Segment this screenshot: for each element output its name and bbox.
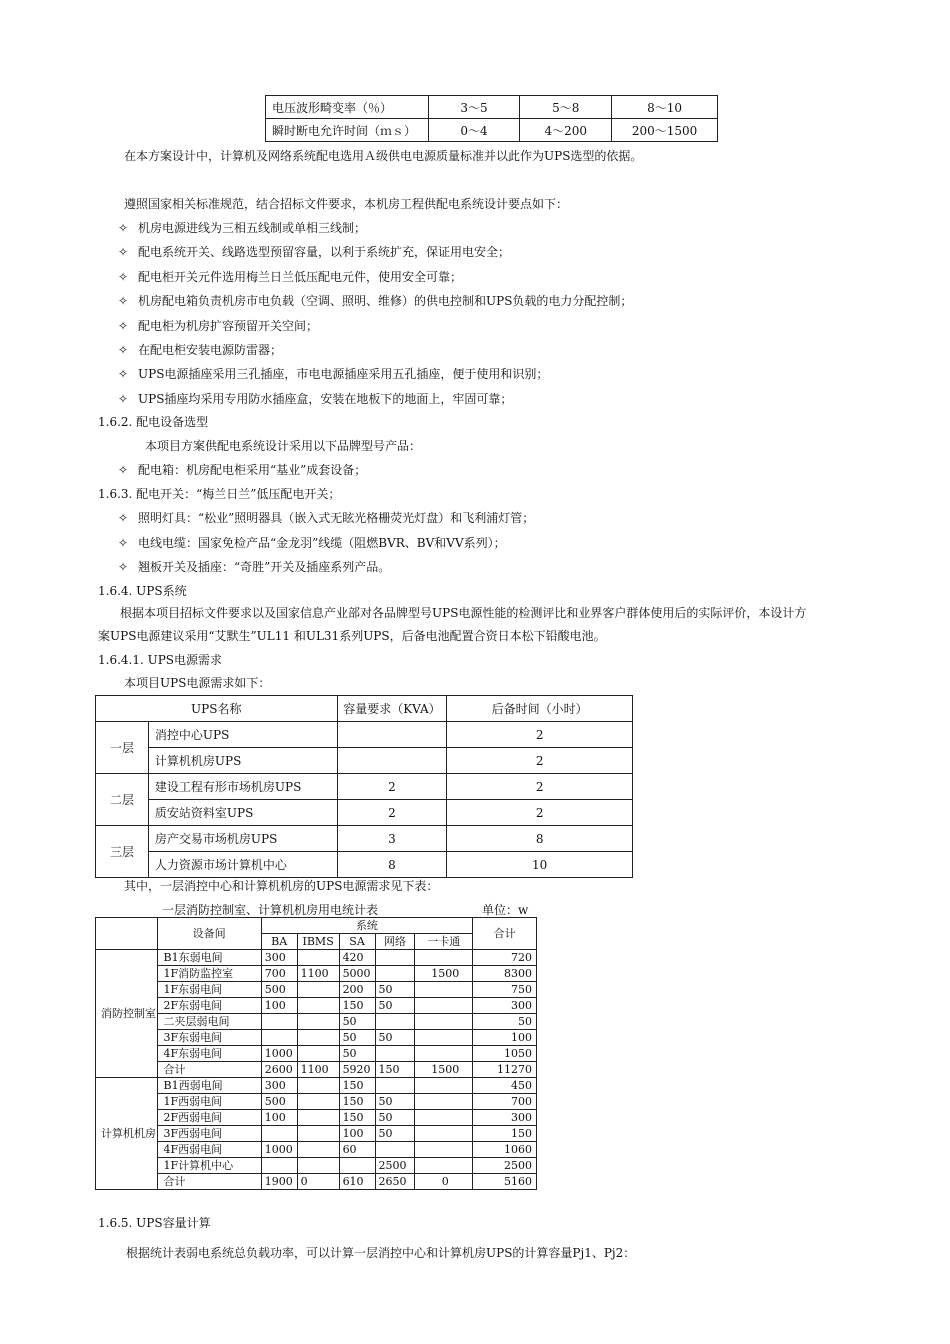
table-row xyxy=(96,1030,537,1046)
value-cell xyxy=(415,1078,473,1094)
value-cell xyxy=(375,1014,415,1030)
value-cell xyxy=(375,1046,415,1062)
table-cell: 消控中心UPS xyxy=(148,722,337,748)
total-cell: 2500 xyxy=(473,1158,537,1174)
value-cell: 50 xyxy=(339,1046,375,1062)
heading-1-6-4: 1.6.4. UPS系统 xyxy=(98,584,187,598)
total-cell: 700 xyxy=(473,1094,537,1110)
room-cell: B1东弱电间 xyxy=(157,950,261,966)
value-cell xyxy=(339,1158,375,1174)
room-cell: 3F西弱电间 xyxy=(157,1126,261,1142)
list-item: ✧ 配电系统开关、线路选型预留容量，以利于系统扩充，保证用电安全； xyxy=(118,245,511,260)
bullet-icon: ✧ xyxy=(118,367,129,382)
value-cell: 50 xyxy=(339,1014,375,1030)
value-cell: 50 xyxy=(375,1126,415,1142)
value-cell: 2650 xyxy=(375,1174,415,1190)
table-cell: 4～200 xyxy=(520,119,612,142)
value-cell xyxy=(375,950,415,966)
value-cell: 60 xyxy=(339,1142,375,1158)
value-cell xyxy=(297,998,339,1014)
value-cell xyxy=(261,1158,297,1174)
value-cell: 420 xyxy=(339,950,375,966)
floor-cell: 三层 xyxy=(96,826,149,878)
bullet-icon: ✧ xyxy=(118,391,129,406)
total-cell: 1060 xyxy=(473,1142,537,1158)
value-cell: 1000 xyxy=(261,1142,297,1158)
value-cell xyxy=(375,1142,415,1158)
table-cell: 10 xyxy=(447,852,633,878)
table-row xyxy=(96,1126,537,1142)
para-1-6-2: 本项目方案供配电系统设计采用以下品牌型号产品： xyxy=(145,439,422,453)
table-cell: 8～10 xyxy=(612,96,718,119)
column-header: 网络 xyxy=(375,934,415,950)
value-cell xyxy=(415,1142,473,1158)
value-cell xyxy=(415,1046,473,1062)
value-cell: 1100 xyxy=(297,966,339,982)
value-cell: 100 xyxy=(339,1126,375,1142)
para-1-6-5: 根据统计表弱电系统总负载功率，可以计算一层消控中心和计算机房UPS的计算容量Pj1、Pj2： xyxy=(126,1246,636,1260)
value-cell: 0 xyxy=(415,1174,473,1190)
value-cell: 500 xyxy=(261,1094,297,1110)
table-row xyxy=(96,982,537,998)
column-header: 设备间 xyxy=(157,918,261,950)
bullet-icon: ✧ xyxy=(118,318,129,333)
list-item: ✧ 配电柜为机房扩容预留开关空间； xyxy=(118,318,319,333)
value-cell: 5920 xyxy=(339,1062,375,1078)
cable-table-unit: 单位：w xyxy=(482,903,529,917)
para-ups-standard: 在本方案设计中，计算机及网络系统配电选用Ａ级供电电源质量标准并以此作为UPS选型的依据。 xyxy=(124,149,643,163)
column-header: UPS名称 xyxy=(96,696,338,722)
value-cell: 2600 xyxy=(261,1062,297,1078)
list-item: ✧ UPS插座均采用专用防水插座盒，安装在地板下的地面上，牢固可靠； xyxy=(118,391,513,406)
value-cell xyxy=(415,1030,473,1046)
room-cell: 1F计算机中心 xyxy=(157,1158,261,1174)
value-cell: 0 xyxy=(297,1174,339,1190)
table-row xyxy=(266,96,718,119)
column-header: BA xyxy=(261,934,297,950)
list-item: ✧ 在配电柜安装电源防雷器； xyxy=(118,343,283,357)
value-cell xyxy=(415,1158,473,1174)
table-cell: 2 xyxy=(447,722,633,748)
column-header: SA xyxy=(339,934,375,950)
heading-1-6-5: 1.6.5. UPS容量计算 xyxy=(98,1216,211,1230)
room-cell: B1西弱电间 xyxy=(157,1078,261,1094)
table-row xyxy=(96,1142,537,1158)
value-cell xyxy=(297,1126,339,1142)
table-row xyxy=(96,1014,537,1030)
para-1-6-4-line2: 案UPS电源建议采用“艾默生”UL11 和UL31系列UPS，后备电池配置合资日本松下铅酸电池。 xyxy=(98,629,606,643)
table-cell: 建设工程有形市场机房UPS xyxy=(148,774,337,800)
table-row xyxy=(96,1094,537,1110)
value-cell: 50 xyxy=(375,1030,415,1046)
value-cell xyxy=(297,1014,339,1030)
table-cell: 2 xyxy=(447,800,633,826)
table-row xyxy=(266,119,718,142)
total-cell: 11270 xyxy=(473,1062,537,1078)
value-cell: 50 xyxy=(375,1094,415,1110)
table-row xyxy=(96,1158,537,1174)
section-cell: 计算机机房 xyxy=(96,1078,158,1190)
table-cell: 8 xyxy=(447,826,633,852)
bullet-icon: ✧ xyxy=(118,245,129,260)
total-cell: 100 xyxy=(473,1030,537,1046)
value-cell: 150 xyxy=(375,1062,415,1078)
total-cell: 150 xyxy=(473,1126,537,1142)
value-cell xyxy=(375,966,415,982)
list-item: ✧ 照明灯具：“松业”照明器具（嵌入式无眩光格栅荧光灯盘）和飞利浦灯管； xyxy=(118,511,535,525)
table-cell: 200～1500 xyxy=(612,119,718,142)
bullet-icon: ✧ xyxy=(118,343,129,357)
column-header: 容量要求（KVA） xyxy=(337,696,447,722)
ups-requirements-table xyxy=(95,695,633,878)
value-cell xyxy=(297,1158,339,1174)
value-cell: 150 xyxy=(339,1078,375,1094)
table-header-row xyxy=(96,918,537,934)
value-cell xyxy=(297,982,339,998)
table-row xyxy=(96,852,633,878)
value-cell: 300 xyxy=(261,1078,297,1094)
total-cell: 1050 xyxy=(473,1046,537,1062)
room-cell: 4F东弱电间 xyxy=(157,1046,261,1062)
total-cell: 750 xyxy=(473,982,537,998)
table-cell: 计算机机房UPS xyxy=(148,748,337,774)
list-item: ✧ UPS电源插座采用三孔插座，市电电源插座采用五孔插座，便于使用和识别； xyxy=(118,367,549,382)
value-cell: 150 xyxy=(339,1110,375,1126)
value-cell xyxy=(415,998,473,1014)
value-cell xyxy=(415,1094,473,1110)
table-row xyxy=(96,774,633,800)
value-cell xyxy=(375,1078,415,1094)
room-cell: 1F消防监控室 xyxy=(157,966,261,982)
total-cell: 720 xyxy=(473,950,537,966)
table-cell: 电压波形畸变率（％） xyxy=(266,96,429,119)
total-cell: 300 xyxy=(473,998,537,1014)
value-cell xyxy=(415,950,473,966)
room-cell: 合计 xyxy=(157,1174,261,1190)
table-cell: 3 xyxy=(337,826,447,852)
table-row xyxy=(96,800,633,826)
value-cell xyxy=(297,1046,339,1062)
table-row xyxy=(96,722,633,748)
bullet-distribution-box: ✧ 配电箱：机房配电柜采用“基业”成套设备； xyxy=(118,463,367,477)
power-quality-table xyxy=(265,95,718,142)
value-cell xyxy=(297,1142,339,1158)
bullet-icon: ✧ xyxy=(118,463,129,477)
table-row xyxy=(96,1046,537,1062)
table-cell: 2 xyxy=(337,774,447,800)
value-cell xyxy=(297,1110,339,1126)
value-cell: 200 xyxy=(339,982,375,998)
value-cell xyxy=(297,1030,339,1046)
column-header: 后备时间（小时） xyxy=(447,696,633,722)
value-cell: 50 xyxy=(375,982,415,998)
table-cell: 质安站资料室UPS xyxy=(148,800,337,826)
value-cell: 50 xyxy=(375,1110,415,1126)
para-note: 其中，一层消控中心和计算机机房的UPS电源需求见下表： xyxy=(124,879,439,893)
value-cell: 1500 xyxy=(415,966,473,982)
section-cell: 消防控制室 xyxy=(96,950,158,1078)
total-cell: 450 xyxy=(473,1078,537,1094)
list-item: ✧ 翘板开关及插座：“奇胜”开关及插座系列产品。 xyxy=(118,560,391,574)
value-cell xyxy=(415,982,473,998)
value-cell: 2500 xyxy=(375,1158,415,1174)
column-header: 系统 xyxy=(261,918,472,934)
cable-table-caption: 一层消防控制室、计算机机房用电统计表 xyxy=(162,903,379,917)
table-row xyxy=(96,998,537,1014)
room-cell: 2F西弱电间 xyxy=(157,1110,261,1126)
list-item: ✧ 电线电缆：国家免检产品“金龙羽”线缆（阻燃BVR、BV和VV系列）； xyxy=(118,535,506,550)
value-cell: 1100 xyxy=(297,1062,339,1078)
table-row xyxy=(96,950,537,966)
value-cell xyxy=(415,1126,473,1142)
table-row xyxy=(96,1110,537,1126)
total-cell: 300 xyxy=(473,1110,537,1126)
bullet-icon: ✧ xyxy=(118,269,129,284)
empty-header-cell xyxy=(96,918,158,950)
value-cell xyxy=(415,1014,473,1030)
value-cell xyxy=(297,1094,339,1110)
heading-1-6-4-1: 1.6.4.1. UPS电源需求 xyxy=(98,653,223,667)
table-row xyxy=(96,1078,537,1094)
bullet-icon: ✧ xyxy=(118,221,129,235)
value-cell: 300 xyxy=(261,950,297,966)
column-header: IBMS xyxy=(297,934,339,950)
para-requirements-intro: 遵照国家相关标准规范，结合招标文件要求，本机房工程供配电系统设计要点如下： xyxy=(124,197,569,211)
value-cell xyxy=(261,1126,297,1142)
value-cell: 1500 xyxy=(415,1062,473,1078)
table-row xyxy=(96,1062,537,1078)
table-cell: 3～5 xyxy=(428,96,520,119)
value-cell: 100 xyxy=(261,1110,297,1126)
power-statistics-table xyxy=(95,917,537,1190)
value-cell: 1900 xyxy=(261,1174,297,1190)
table-row xyxy=(96,826,633,852)
value-cell: 150 xyxy=(339,1094,375,1110)
value-cell xyxy=(261,1014,297,1030)
table-row xyxy=(96,748,633,774)
value-cell xyxy=(415,1110,473,1126)
table-cell: 8 xyxy=(337,852,447,878)
bullet-icon: ✧ xyxy=(118,294,129,309)
bullet-icon: ✧ xyxy=(118,560,129,574)
para-1-6-4-line1: 根据本项目招标文件要求以及国家信息产业部对各品牌型号UPS电源性能的检测评比和业界客户群体使用后的实际评价，本设计方 xyxy=(120,606,807,620)
room-cell: 4F西弱电间 xyxy=(157,1142,261,1158)
para-1-6-4-1: 本项目UPS电源需求如下： xyxy=(124,676,271,690)
value-cell: 500 xyxy=(261,982,297,998)
room-cell: 1F西弱电间 xyxy=(157,1094,261,1110)
value-cell xyxy=(297,950,339,966)
bullet-icon: ✧ xyxy=(118,535,129,550)
value-cell xyxy=(261,1030,297,1046)
value-cell: 610 xyxy=(339,1174,375,1190)
table-cell: 房产交易市场机房UPS xyxy=(148,826,337,852)
table-cell xyxy=(337,722,447,748)
floor-cell: 二层 xyxy=(96,774,149,826)
table-cell: 2 xyxy=(447,748,633,774)
table-cell: 0～4 xyxy=(428,119,520,142)
list-item: ✧ 配电柜开关元件选用梅兰日兰低压配电元件，使用安全可靠； xyxy=(118,269,463,284)
floor-cell: 一层 xyxy=(96,722,149,774)
value-cell: 150 xyxy=(339,998,375,1014)
value-cell: 50 xyxy=(339,1030,375,1046)
table-cell: 人力资源市场计算机中心 xyxy=(148,852,337,878)
table-header-row xyxy=(96,696,633,722)
heading-1-6-2: 1.6.2. 配电设备选型 xyxy=(98,415,209,429)
column-header: 一卡通 xyxy=(415,934,473,950)
room-cell: 合计 xyxy=(157,1062,261,1078)
table-cell xyxy=(337,748,447,774)
room-cell: 2F东弱电间 xyxy=(157,998,261,1014)
total-cell: 5160 xyxy=(473,1174,537,1190)
table-row xyxy=(96,966,537,982)
list-item: ✧ 机房配电箱负责机房市电负载（空调、照明、维修）的供电控制和UPS负载的电力分配控制； xyxy=(118,294,633,309)
total-cell: 50 xyxy=(473,1014,537,1030)
value-cell: 50 xyxy=(375,998,415,1014)
table-cell: 瞬时断电允许时间（ｍｓ） xyxy=(266,119,429,142)
table-cell: 5～8 xyxy=(520,96,612,119)
room-cell: 1F东弱电间 xyxy=(157,982,261,998)
value-cell xyxy=(297,1078,339,1094)
heading-1-6-3: 1.6.3. 配电开关：“梅兰日兰”低压配电开关； xyxy=(98,487,341,501)
table-cell: 2 xyxy=(337,800,447,826)
list-item: ✧ 机房电源进线为三相五线制或单相三线制； xyxy=(118,221,367,235)
bullet-icon: ✧ xyxy=(118,511,129,525)
room-cell: 二夹层弱电间 xyxy=(157,1014,261,1030)
total-cell: 8300 xyxy=(473,966,537,982)
value-cell: 100 xyxy=(261,998,297,1014)
value-cell: 700 xyxy=(261,966,297,982)
table-row xyxy=(96,1174,537,1190)
room-cell: 3F东弱电间 xyxy=(157,1030,261,1046)
table-cell: 2 xyxy=(447,774,633,800)
column-header: 合计 xyxy=(473,918,537,950)
value-cell: 5000 xyxy=(339,966,375,982)
value-cell: 1000 xyxy=(261,1046,297,1062)
